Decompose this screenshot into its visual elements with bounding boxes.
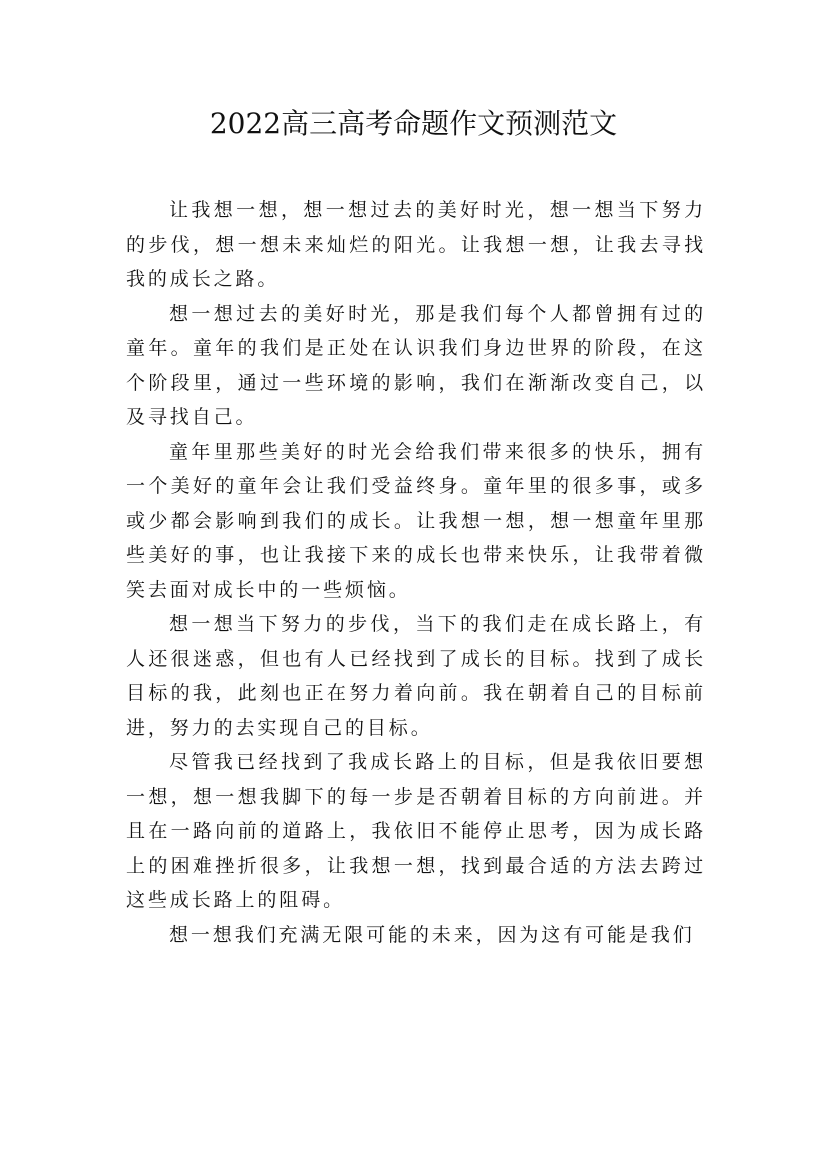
paragraph: 想一想当下努力的步伐，当下的我们走在成长路上，有人还很迷惑，但也有人已经找到了成长的目标。找到了成长目标的我，此刻也正在努力着向前。我在朝着自己的目标前进，努力的去实现自己的目标。 (126, 613, 706, 739)
paragraph: 想一想我们充满无限可能的未来，因为这有可能是我们 (169, 923, 695, 946)
paragraph: 让我想一想，想一想过去的美好时光，想一想当下努力的步伐，想一想未来灿烂的阳光。让我想一想，让我去寻找我的成长之路。 (126, 199, 706, 290)
paragraph: 想一想过去的美好时光，那是我们每个人都曾拥有过的童年。童年的我们是正处在认识我们身边世界的阶段，在这个阶段里，通过一些环境的影响，我们在渐渐改变自己，以及寻找自己。 (126, 302, 706, 428)
document-title: 2022高三高考命题作文预测范文 (209, 107, 618, 140)
paragraph: 尽管我已经找到了我成长路上的目标，但是我依旧要想一想，想一想我脚下的每一步是否朝着目标的方向前进。并且在一路向前的道路上，我依旧不能停止思考，因为成长路上的困难挫折很多，让我想一想，找到最合适的方法去跨过这些成长路上的阻碍。 (126, 751, 706, 911)
paragraph: 童年里那些美好的时光会给我们带来很多的快乐，拥有一个美好的童年会让我们受益终身。童年里的很多事，或多或少都会影响到我们的成长。让我想一想，想一想童年里那些美好的事，也让我接下来的成长也带来快乐，让我带着微笑去面对成长中的一些烦恼。 (126, 440, 706, 601)
document-body (126, 193, 706, 952)
